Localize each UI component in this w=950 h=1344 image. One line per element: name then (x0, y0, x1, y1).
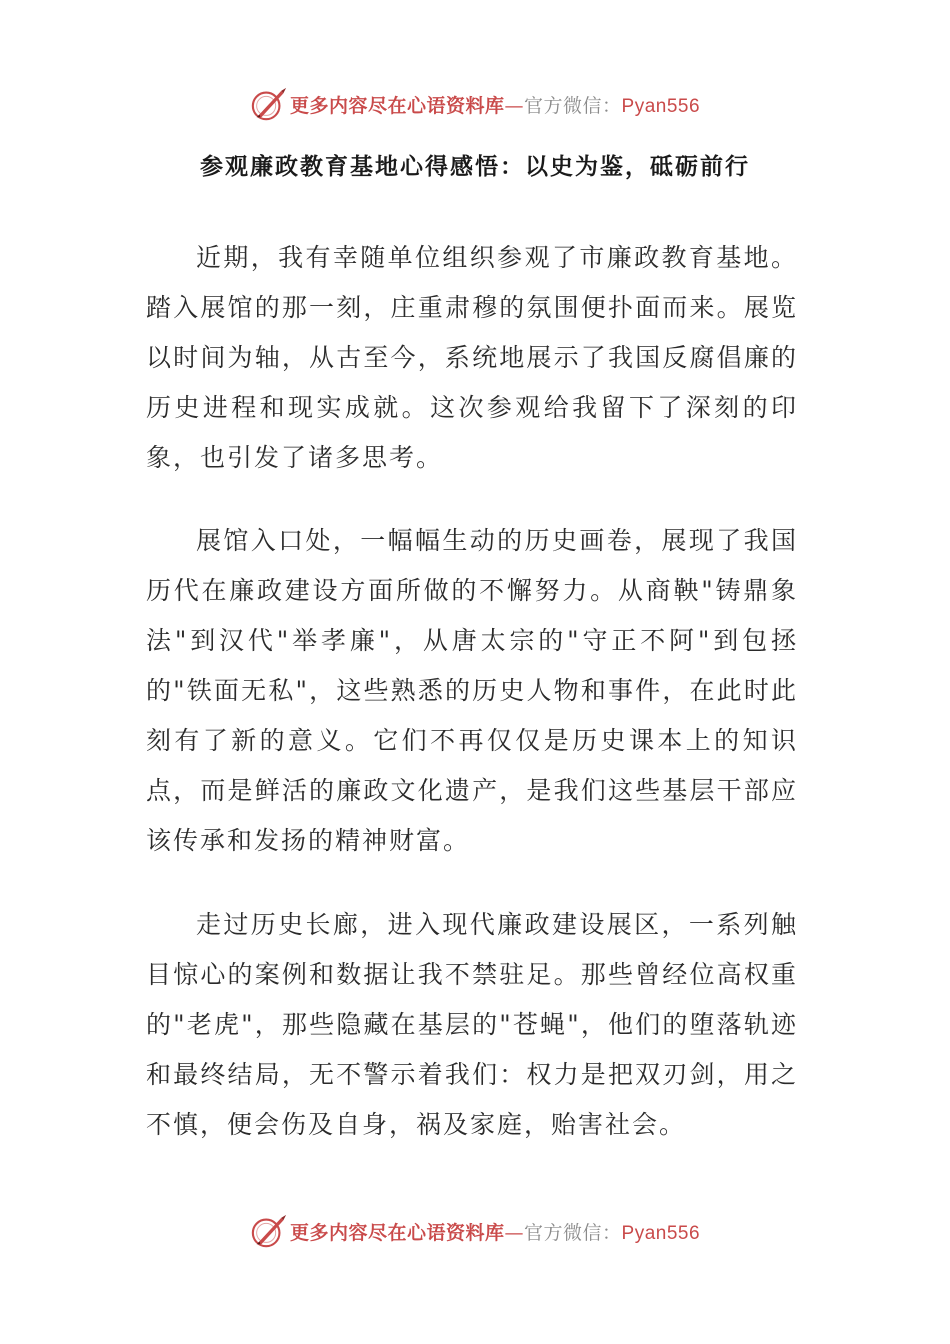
watermark-label: 官方微信 (523, 1221, 602, 1244)
watermark-wechat-id: Pyan556 (621, 95, 701, 117)
watermark-wechat-id: Pyan556 (621, 1222, 701, 1244)
footer-watermark (0, 1211, 950, 1251)
paragraph-3: 走过历史长廊，进入现代廉政建设展区，一系列触目惊心的案例和数据让我不禁驻足。那些曾经位高权重的"老虎"，那些隐藏在基层的"苍蝇"，他们的堕落轨迹和最终结局，无不警示着我们：权力是把双刃剑，用之不慎，便会伤及自身，祸及家庭，贻害社会。 (146, 910, 798, 1139)
watermark-label: 官方微信 (523, 94, 602, 117)
watermark-brand: 更多内容尽在心语资料库 (289, 1221, 505, 1244)
quill-pen-logo-icon (250, 1212, 288, 1250)
watermark-text (290, 1218, 700, 1245)
watermark-separator: ： (602, 94, 622, 117)
header-watermark (0, 84, 950, 124)
watermark-text (290, 91, 700, 118)
watermark-brand: 更多内容尽在心语资料库 (289, 94, 505, 117)
document-title: 参观廉政教育基地心得感悟：以史为鉴，砥砺前行 (200, 153, 750, 180)
paragraph-1: 近期，我有幸随单位组织参观了市廉政教育基地。踏入展馆的那一刻，庄重肃穆的氛围便扑面而来。展览以时间为轴，从古至今，系统地展示了我国反腐倡廉的历史进程和现实成就。这次参观给我留下了深刻的印象，也引发了诸多思考。 (146, 243, 798, 472)
watermark-separator: ： (602, 1221, 622, 1244)
quill-pen-logo-icon (250, 85, 288, 123)
paragraph-2: 展馆入口处，一幅幅生动的历史画卷，展现了我国历代在廉政建设方面所做的不懈努力。从商鞅"铸鼎象法"到汉代"举孝廉"，从唐太宗的"守正不阿"到包拯的"铁面无私"，这些熟悉的历史人物和事件，在此时此刻有了新的意义。它们不再仅仅是历史课本上的知识点，而是鲜活的廉政文化遗产，是我们这些基层干部应该传承和发扬的精神财富。 (146, 526, 798, 855)
watermark-dash: — (504, 94, 524, 117)
watermark-dash: — (504, 1221, 524, 1244)
